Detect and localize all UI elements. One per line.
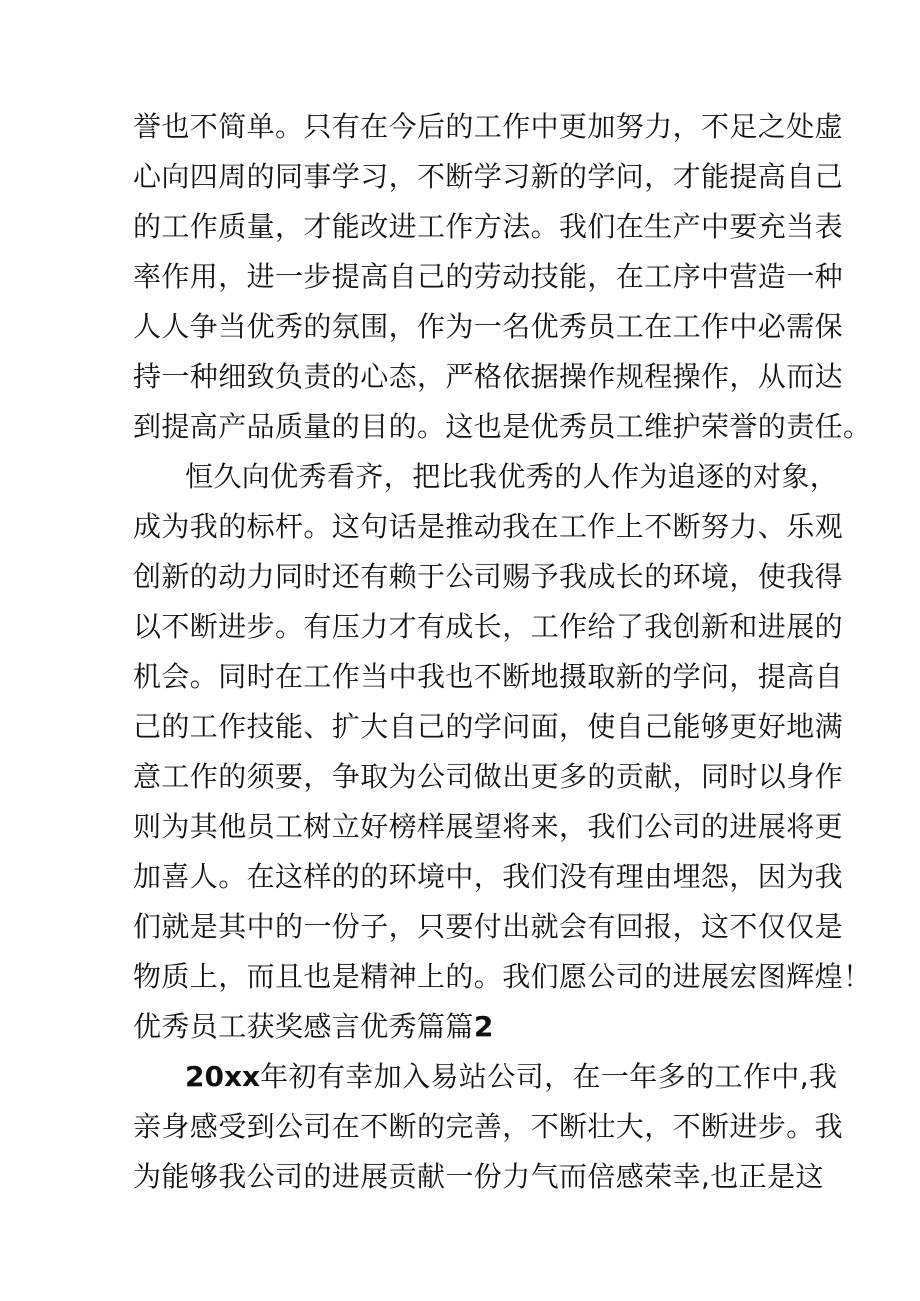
paragraph-3: [133, 1052, 844, 1202]
paragraph-line: 亲身感受到公司在不断的完善，不断壮大，不断进步。我: [133, 1110, 844, 1143]
paragraph-line: 持一种细致负责的心态，严格依据操作规程操作，从而达: [133, 360, 844, 393]
paragraph-line: 以不断进步。有压力才有成长，工作给了我创新和进展的: [133, 610, 844, 643]
paragraph-1: [133, 102, 872, 452]
paragraph-line: 机会。同时在工作当中我也不断地摄取新的学问，提高自: [133, 660, 844, 693]
paragraph-line: 的工作质量，才能改进工作方法。我们在生产中要充当表: [133, 210, 844, 243]
paragraph-line-rest: 年初有幸加入易站公司，在一年多的工作中,我: [260, 1060, 838, 1093]
paragraph-first-line: [133, 1052, 838, 1102]
paragraph-line: 为能够我公司的进展贡献一份力气而倍感荣幸,也正是这: [133, 1160, 824, 1193]
paragraph-line: 己的工作技能、扩大自己的学问面，使自己能够更好地满: [133, 710, 844, 743]
paragraph-line: 加喜人。在这样的的环境中，我们没有理由埋怨，因为我: [133, 860, 844, 893]
paragraph-first-line: 恒久向优秀看齐，把比我优秀的人作为追逐的对象，: [185, 460, 839, 493]
year-text: 20xx: [185, 1060, 261, 1093]
paragraph-line: 们就是其中的一份子，只要付出就会有回报，这不仅仅是: [133, 910, 844, 943]
paragraph-line: 物质上，而且也是精神上的。我们愿公司的进展宏图辉煌！: [133, 960, 872, 993]
paragraph-line: 率作用，进一步提高自己的劳动技能，在工序中营造一种: [133, 260, 844, 293]
paragraph-line: 创新的动力同时还有赖于公司赐予我成长的环境，使我得: [133, 560, 844, 593]
section-heading-text: 优秀员工获奖感言优秀篇篇: [133, 1010, 474, 1043]
section-heading: [133, 1002, 813, 1052]
paragraph-line: 人人争当优秀的氛围，作为一名优秀员工在工作中必需保: [133, 310, 844, 343]
paragraph-2: [133, 452, 872, 1002]
paragraph-line: 心向四周的同事学习，不断学习新的学问，才能提高自己: [133, 160, 844, 193]
section-heading-number: 2: [473, 1010, 494, 1043]
paragraph-line: 到提高产品质量的目的。这也是优秀员工维护荣誉的责任。: [133, 410, 872, 443]
paragraph-line: 则为其他员工树立好榜样展望将来，我们公司的进展将更: [133, 810, 844, 843]
paragraph-line: 成为我的标杆。这句话是推动我在工作上不断努力、乐观: [133, 510, 844, 543]
document-body: [133, 102, 872, 1202]
paragraph-line: 意工作的须要，争取为公司做出更多的贡献，同时以身作: [133, 760, 844, 793]
paragraph-line: 誉也不简单。只有在今后的工作中更加努力，不足之处虚: [133, 110, 844, 143]
